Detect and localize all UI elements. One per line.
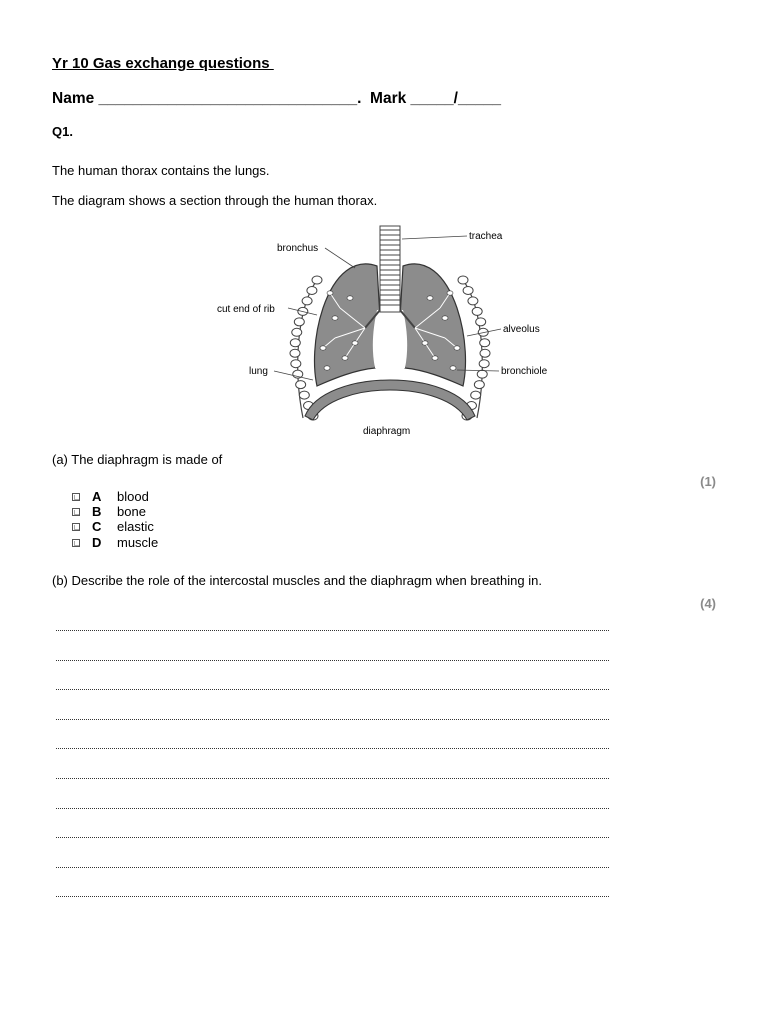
- part-b-marks: (4): [700, 596, 716, 611]
- option-c[interactable]: [72, 519, 154, 534]
- option-text: muscle: [117, 535, 159, 550]
- label-lung: lung: [249, 366, 268, 377]
- label-trachea: trachea: [469, 231, 503, 242]
- option-b[interactable]: [72, 504, 146, 519]
- answer-line[interactable]: [56, 660, 609, 661]
- label-alveolus: alveolus: [503, 324, 540, 335]
- answer-line[interactable]: [56, 719, 609, 720]
- option-text: blood: [117, 489, 149, 504]
- answer-line[interactable]: [56, 896, 609, 897]
- option-text: bone: [117, 504, 146, 519]
- answer-line[interactable]: [56, 630, 609, 631]
- option-letter: D: [92, 535, 102, 550]
- worksheet-title: Yr 10 Gas exchange questions: [52, 55, 274, 72]
- checkbox-a[interactable]: [72, 493, 80, 501]
- question-number: Q1.: [52, 124, 73, 139]
- answer-line[interactable]: [56, 837, 609, 838]
- answer-line[interactable]: [56, 867, 609, 868]
- answer-line[interactable]: [56, 689, 609, 690]
- option-letter: C: [92, 519, 102, 534]
- label-bronchus: bronchus: [277, 243, 319, 254]
- part-b-prompt: (b) Describe the role of the intercostal muscles and the diaphragm when breathing in.: [52, 573, 542, 588]
- part-a-marks: (1): [700, 474, 716, 489]
- checkbox-b[interactable]: [72, 508, 80, 516]
- option-d[interactable]: [72, 535, 158, 550]
- answer-line[interactable]: [56, 808, 609, 809]
- checkbox-d[interactable]: [72, 539, 80, 547]
- answer-line[interactable]: [56, 778, 609, 779]
- answer-line[interactable]: [56, 748, 609, 749]
- label-diaphragm: diaphragm: [363, 426, 411, 437]
- option-letter: B: [92, 504, 102, 519]
- checkbox-c[interactable]: [72, 523, 80, 531]
- diaphragm-shape: [305, 380, 475, 420]
- thorax-diagram: [205, 218, 565, 440]
- part-a-prompt: (a) The diaphragm is made of: [52, 452, 223, 467]
- label-bronchiole: bronchiole: [501, 366, 548, 377]
- name-mark-line: Name ______________________________. Mark _____/_____: [52, 90, 502, 107]
- intro-text-1: The human thorax contains the lungs.: [52, 163, 270, 178]
- label-cut-end-of-rib: cut end of rib: [217, 304, 275, 315]
- option-text: elastic: [117, 519, 154, 534]
- option-letter: A: [92, 489, 102, 504]
- intro-text-2: The diagram shows a section through the human thorax.: [52, 193, 378, 208]
- option-a[interactable]: [72, 489, 149, 504]
